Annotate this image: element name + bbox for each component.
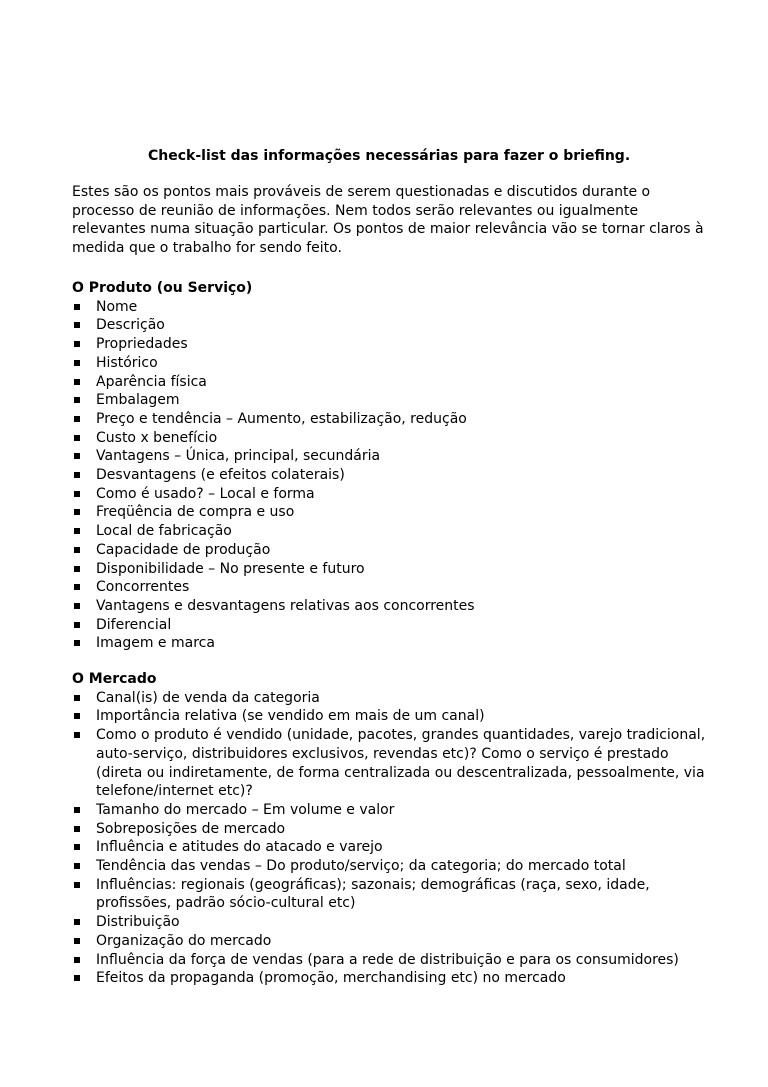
intro-line: Estes são os pontos mais prováveis de serem questionadas e discutidos durante o [72, 184, 651, 200]
section-produto [72, 279, 702, 653]
list-item-text: Imagem e marca [96, 635, 215, 652]
section-heading: O Mercado [72, 671, 157, 687]
list-item-text: Custo x benefício [96, 429, 218, 446]
list-item [72, 410, 702, 429]
list-item-text: Importância relativa (se vendido em mais de um canal) [96, 708, 485, 725]
list-item-text: Propriedades [96, 336, 188, 353]
list-item-text: (direta ou indiretamente, de forma centralizada ou descentralizada, pessoalmente, via [96, 764, 705, 781]
list-item [72, 726, 706, 801]
produto-list [72, 298, 702, 653]
list-item-text: Influências: regionais (geográficas); sazonais; demográficas (raça, sexo, idade, [96, 876, 650, 893]
list-item-text: Tendência das vendas – Do produto/serviço; da categoria; do mercado total [96, 858, 626, 875]
list-item-text: profissões, padrão sócio-cultural etc) [96, 895, 356, 912]
list-item-text: Aparência física [96, 373, 207, 390]
document-title: Check-list das informações necessárias para fazer o briefing. [148, 148, 631, 164]
list-item-text: Influência da força de vendas (para a rede de distribuição e para os consumidores) [96, 951, 679, 968]
list-item-text: Efeitos da propaganda (promoção, merchandising etc) no mercado [96, 970, 566, 987]
intro-paragraph [72, 183, 702, 258]
list-item [72, 820, 702, 839]
list-item-text: Capacidade de produção [96, 541, 271, 558]
list-item-text: Concorrentes [96, 579, 190, 596]
intro-line: medida que o trabalho for sendo feito. [72, 240, 342, 257]
list-item [72, 689, 702, 708]
list-item [72, 969, 702, 988]
list-item [72, 634, 702, 653]
list-item-text: telefone/internet etc)? [96, 783, 253, 800]
list-item-text: Como o produto é vendido (unidade, pacotes, grandes quantidades, varejo tradicional, [96, 727, 706, 744]
list-item [72, 541, 702, 560]
mercado-list [72, 689, 706, 988]
list-item [72, 801, 702, 820]
list-item [72, 578, 702, 597]
list-item-text: Vantagens – Única, principal, secundária [96, 448, 381, 465]
list-item [72, 707, 702, 726]
list-item [72, 391, 702, 410]
list-item-text: Desvantagens (e efeitos colaterais) [96, 467, 345, 484]
list-item-text: Canal(is) de venda da categoria [96, 689, 320, 706]
list-item-text: Descrição [96, 317, 165, 334]
list-item [72, 298, 702, 317]
list-item [72, 876, 702, 913]
list-item [72, 932, 702, 951]
list-item [72, 447, 702, 466]
intro-line: processo de reunião de informações. Nem todos serão relevantes ou igualmente [72, 202, 639, 219]
list-item-text: Vantagens e desvantagens relativas aos concorrentes [96, 597, 475, 614]
section-mercado [72, 670, 706, 988]
list-item [72, 560, 702, 579]
list-item [72, 857, 702, 876]
list-item [72, 597, 702, 616]
list-item-text: auto-serviço, distribuidores exclusivos, revendas etc)? Como o serviço é prestado [96, 745, 669, 762]
list-item [72, 951, 702, 970]
list-item [72, 485, 702, 504]
list-item [72, 522, 702, 541]
list-item-text: Como é usado? – Local e forma [96, 485, 315, 502]
list-item-text: Freqüência de compra e uso [96, 504, 295, 521]
list-item-text: Tamanho do mercado – Em volume e valor [96, 801, 395, 818]
list-item-text: Preço e tendência – Aumento, estabilização, redução [96, 410, 467, 427]
list-item [72, 503, 702, 522]
list-item-text: Influência e atitudes do atacado e varejo [96, 839, 383, 856]
section-heading: O Produto (ou Serviço) [72, 280, 253, 296]
list-item [72, 354, 702, 373]
list-item [72, 335, 702, 354]
list-item-text: Distribuição [96, 914, 180, 931]
list-item [72, 838, 702, 857]
list-item-text: Disponibilidade – No presente e futuro [96, 560, 365, 577]
list-item-text: Local de fabricação [96, 523, 232, 540]
list-item [72, 316, 702, 335]
list-item [72, 429, 702, 448]
list-item [72, 616, 702, 635]
list-item [72, 913, 702, 932]
list-item-text: Sobreposições de mercado [96, 820, 286, 837]
list-item [72, 373, 702, 392]
list-item [72, 466, 702, 485]
list-item-text: Diferencial [96, 616, 172, 633]
list-item-text: Histórico [96, 354, 158, 371]
intro-line: relevantes numa situação particular. Os pontos de maior relevância vão se tornar claros à [72, 221, 704, 238]
list-item-text: Embalagem [96, 392, 180, 409]
list-item-text: Nome [96, 298, 138, 315]
list-item-text: Organização do mercado [96, 932, 272, 949]
